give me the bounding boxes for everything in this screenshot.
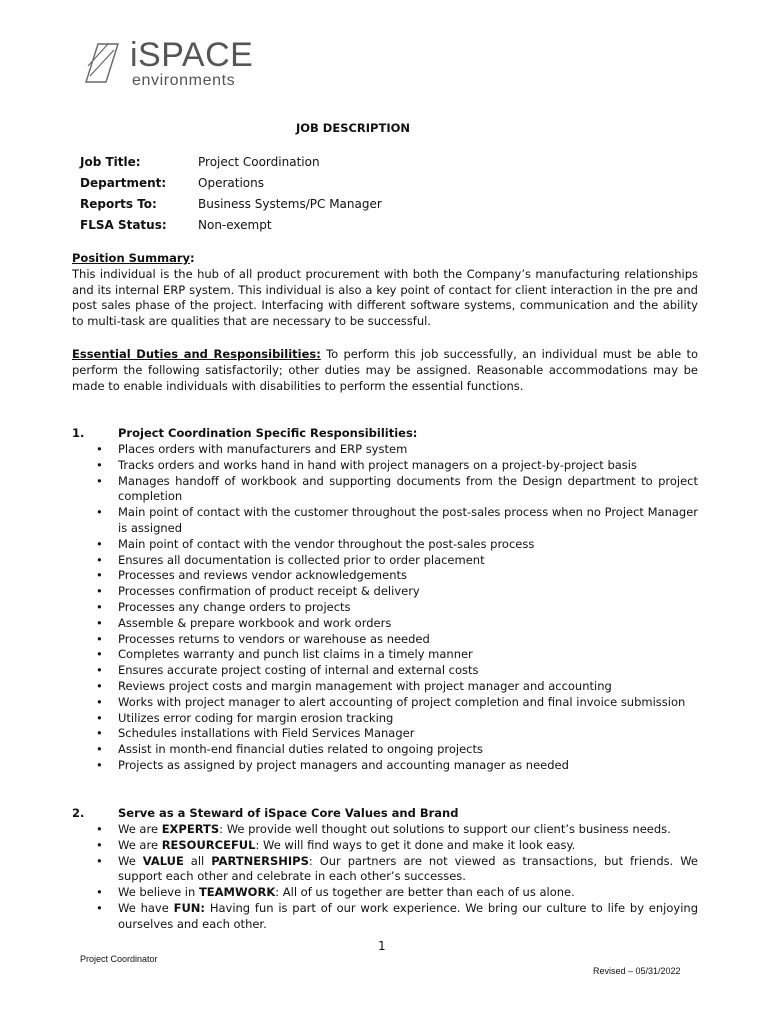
list-item xyxy=(72,474,698,506)
list-item xyxy=(72,679,698,695)
list-item xyxy=(72,584,698,600)
bullet-icon: • xyxy=(96,663,103,678)
list-item xyxy=(72,726,698,742)
bullet-icon: • xyxy=(96,757,103,772)
meta-label: FLSA Status: xyxy=(80,218,167,232)
logo-name: iSPACE xyxy=(130,36,254,74)
list-item xyxy=(72,647,698,663)
list-item-text: Places orders with manufacturers and ERP system xyxy=(118,442,408,456)
bullet-icon: • xyxy=(96,900,103,915)
list-item-text: Processes confirmation of product receipt & delivery xyxy=(118,584,420,599)
list-item xyxy=(72,695,698,711)
section-2-heading xyxy=(72,805,458,821)
bullet-icon: • xyxy=(96,457,103,472)
item-pre: We xyxy=(118,853,143,868)
list-item xyxy=(72,838,698,854)
job-meta xyxy=(80,153,382,237)
list-item xyxy=(72,711,698,727)
list-item-text: Manages handoff of workbook and supporting documents from the Design department to project completion xyxy=(118,473,698,504)
list-item-text: Tracks orders and works hand in hand with project managers on a project-by-project basis xyxy=(118,457,637,472)
list-item-text: Projects as assigned by project managers and accounting manager as needed xyxy=(118,757,569,772)
list-item-text: Schedules installations with Field Services Manager xyxy=(118,726,415,741)
section-title: Serve as a Steward of iSpace Core Values and Brand xyxy=(118,806,459,820)
bullet-icon: • xyxy=(96,584,103,599)
meta-label: Department: xyxy=(80,176,167,190)
bullet-icon: • xyxy=(96,853,103,868)
position-summary-heading: Position Summary xyxy=(72,251,191,265)
bullet-icon: • xyxy=(96,631,103,646)
item-bold: PARTNERSHIPS xyxy=(211,853,309,868)
bullet-icon: • xyxy=(96,552,103,567)
list-item xyxy=(72,742,698,758)
item-bold: TEAMWORK xyxy=(198,885,276,900)
list-item-text: Main point of contact with the customer throughout the post-sales process when no Project Manager is assigned xyxy=(118,505,699,535)
list-item xyxy=(72,822,698,838)
list-item-text: Processes returns to vendors or warehouse as needed xyxy=(118,631,430,646)
item-text: Having fun is part of our work experience. We bring our culture to life by enjoying ourselves and each other. xyxy=(118,900,698,931)
meta-value: Operations xyxy=(198,176,264,190)
section-title: Project Coordination Specific Responsibilities: xyxy=(118,426,418,440)
bullet-icon: • xyxy=(96,726,103,741)
meta-row-reports-to xyxy=(80,195,382,216)
list-item xyxy=(72,537,698,553)
meta-value: Non-exempt xyxy=(198,218,272,232)
meta-row-job-title xyxy=(80,153,382,174)
list-item xyxy=(72,758,698,774)
company-logo xyxy=(84,38,254,96)
bullet-icon: • xyxy=(96,710,103,725)
item-bold: RESOURCEFUL xyxy=(161,837,256,852)
bullet-icon: • xyxy=(96,678,103,693)
list-item xyxy=(72,568,698,584)
bullet-icon: • xyxy=(96,536,103,551)
item-text: : We will find ways to get it done and make it look easy. xyxy=(255,837,576,852)
logo-mark-icon xyxy=(84,40,126,86)
bullet-icon: • xyxy=(96,742,103,757)
bullet-icon: • xyxy=(96,837,103,852)
list-item xyxy=(72,854,698,886)
item-text: : We provide well thought out solutions to support our client’s business needs. xyxy=(219,822,671,836)
list-item-text: Processes and reviews vendor acknowledgements xyxy=(118,568,407,583)
bullet-icon: • xyxy=(96,473,103,488)
position-summary-colon: : xyxy=(190,251,195,265)
section-number: 1. xyxy=(72,426,85,440)
document-title: JOB DESCRIPTION xyxy=(295,121,411,135)
item-text: : All of us together are better than each of us alone. xyxy=(275,885,575,900)
list-item xyxy=(72,885,698,901)
item-bold: FUN: xyxy=(173,900,206,915)
list-item-text: Ensures all documentation is collected prior to order placement xyxy=(118,552,485,567)
meta-row-flsa-status xyxy=(80,216,382,237)
bullet-icon: • xyxy=(96,442,103,456)
bullet-icon: • xyxy=(96,615,103,630)
item-bold: EXPERTS xyxy=(161,822,220,836)
essential-duties-heading: Essential Duties and Responsibilities: xyxy=(72,347,321,361)
list-item-text: Assemble & prepare workbook and work orders xyxy=(118,615,392,630)
item-pre: We have xyxy=(118,900,174,915)
list-item xyxy=(72,442,698,458)
section-2-list xyxy=(72,822,698,933)
section-1-list xyxy=(72,442,698,774)
section-number: 2. xyxy=(72,806,85,820)
list-item xyxy=(72,901,698,933)
list-item xyxy=(72,616,698,632)
list-item-text: Reviews project costs and margin management with project manager and accounting xyxy=(118,678,612,693)
item-pre: We are xyxy=(118,822,162,836)
item-text: all xyxy=(183,853,212,868)
list-item xyxy=(72,632,698,648)
bullet-icon: • xyxy=(96,568,103,583)
logo-subtitle: environments xyxy=(132,72,236,89)
item-bold: VALUE xyxy=(142,853,184,868)
list-item-text: Works with project manager to alert accounting of project completion and final invoice submission xyxy=(118,694,686,709)
position-summary-text: This individual is the hub of all product procurement with both the Company’s manufacturing relationships and its internal ERP system. This individual is also a key point of contact for client interaction in the pre and post sales phase of the project. Interfacing with different software systems, communication and the ability to multi-task are qualities that are necessary to be successful. xyxy=(72,266,698,329)
item-text: : Our partners are not viewed as transactions, but friends. We support each other and celebrate in each other’s successes. xyxy=(118,853,698,884)
list-item xyxy=(72,553,698,569)
bullet-icon: • xyxy=(96,647,103,662)
meta-row-department xyxy=(80,174,382,195)
meta-label: Job Title: xyxy=(80,155,141,169)
meta-label: Reports To: xyxy=(80,197,157,211)
list-item xyxy=(72,600,698,616)
list-item xyxy=(72,458,698,474)
list-item-text: Processes any change orders to projects xyxy=(118,599,351,614)
bullet-icon: • xyxy=(96,694,103,709)
essential-duties-text: To perform this job successfully, an individual must be able to perform the following satisfactorily; other duties may be assigned. Reasonable accommodations may be made to enable individuals with disabilities to perform the essential functions. xyxy=(72,347,698,393)
bullet-icon: • xyxy=(96,505,103,520)
bullet-icon: • xyxy=(96,599,103,614)
footer-revised-date: Revised – 05/31/2022 xyxy=(593,966,681,976)
list-item-text: Completes warranty and punch list claims in a timely manner xyxy=(118,647,473,662)
item-pre: We believe in xyxy=(118,885,199,900)
position-summary xyxy=(72,251,698,330)
footer-document-name: Project Coordinator xyxy=(80,954,158,964)
item-pre: We are xyxy=(118,837,162,852)
list-item-text: Assist in month-end financial duties related to ongoing projects xyxy=(118,742,483,757)
page-number: 1 xyxy=(378,939,386,953)
section-1-heading xyxy=(72,425,417,441)
bullet-icon: • xyxy=(96,885,103,900)
bullet-icon: • xyxy=(96,822,103,836)
list-item-text: Utilizes error coding for margin erosion tracking xyxy=(118,710,394,725)
list-item-text: Main point of contact with the vendor throughout the post-sales process xyxy=(118,536,535,551)
list-item-text: Ensures accurate project costing of internal and external costs xyxy=(118,663,479,678)
list-item xyxy=(72,505,698,537)
essential-duties xyxy=(72,347,698,394)
list-item xyxy=(72,663,698,679)
meta-value: Project Coordination xyxy=(198,155,320,169)
meta-value: Business Systems/PC Manager xyxy=(198,197,382,211)
